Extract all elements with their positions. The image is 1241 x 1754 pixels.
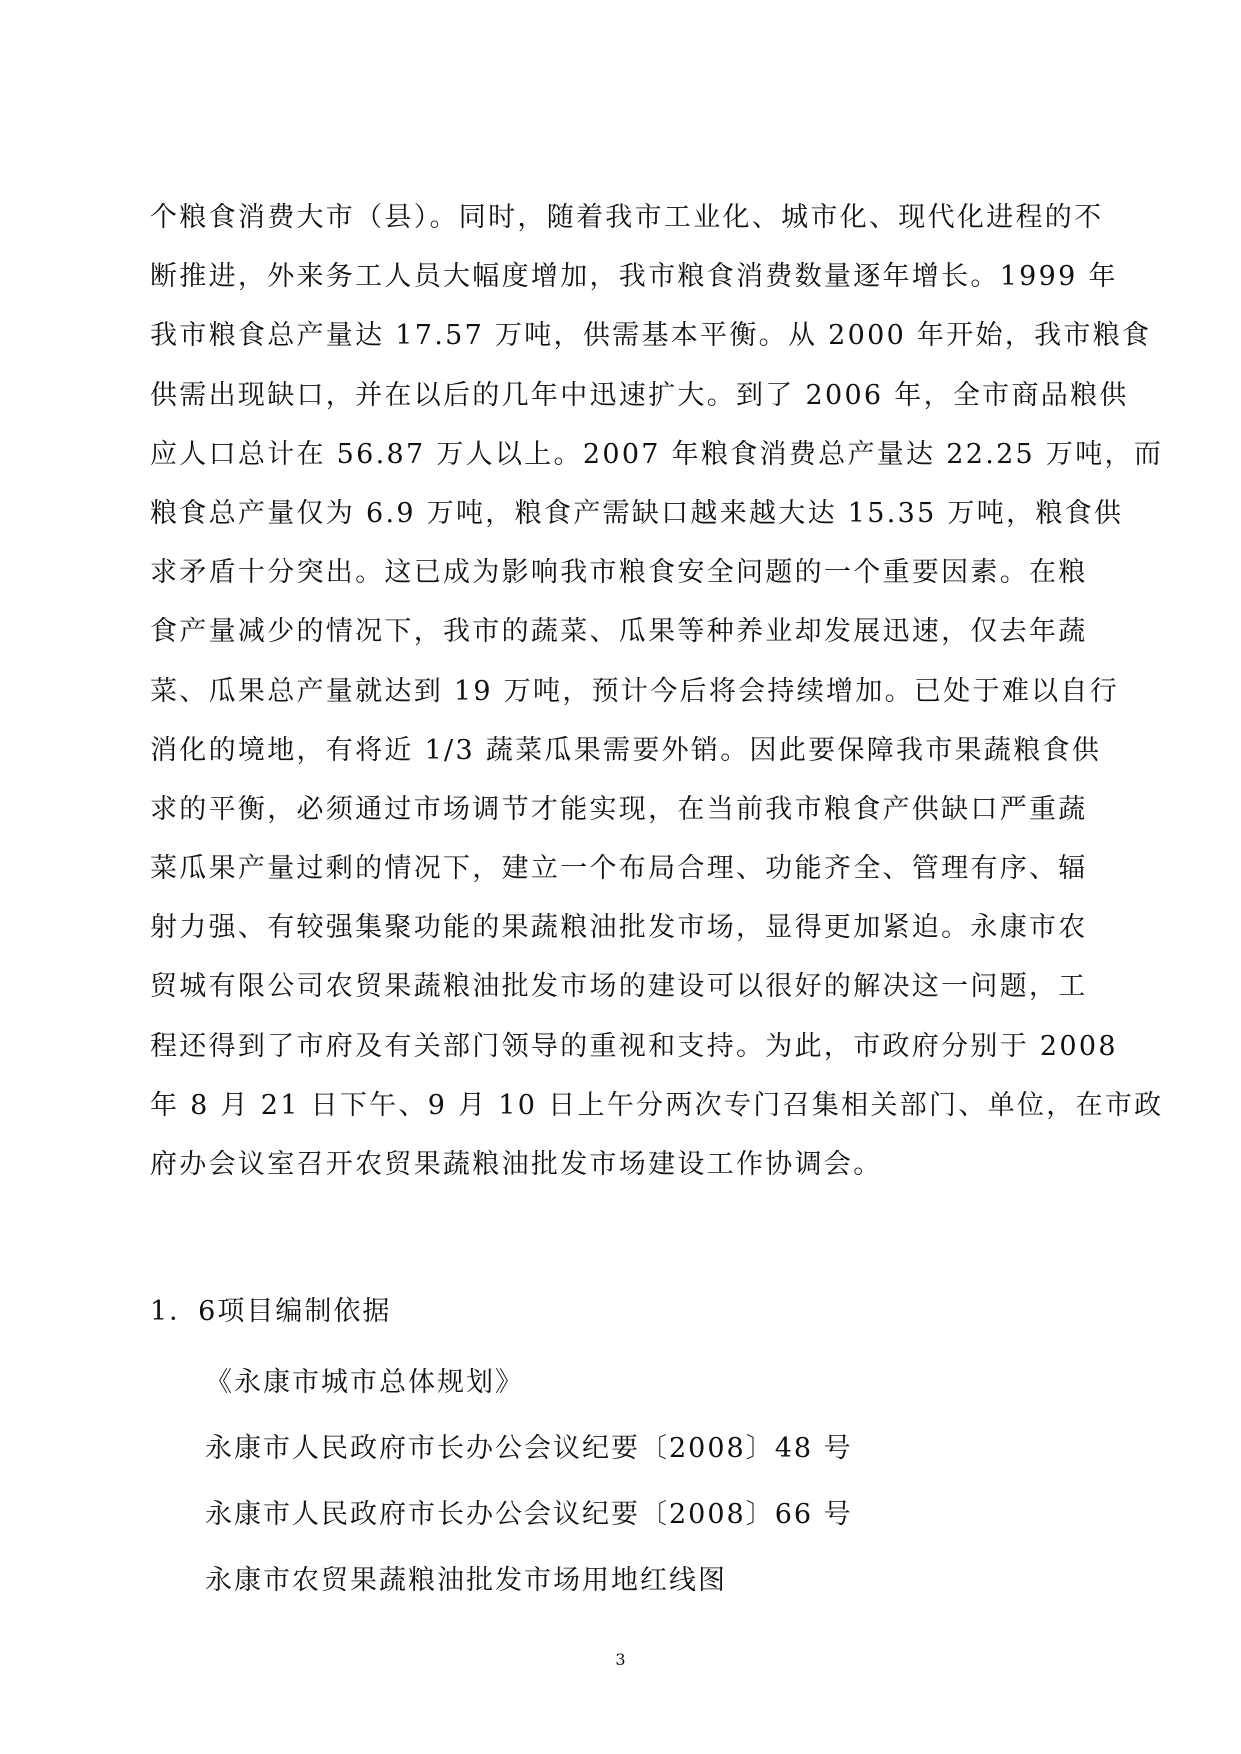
- paragraph-line: 食产量减少的情况下，我市的蔬菜、瓜果等种养业却发展迅速，仅去年蔬: [150, 616, 1088, 648]
- paragraph-line: 个粮食消费大市（县）。同时，随着我市工业化、城市化、现代化进程的不: [150, 202, 1104, 233]
- page-number: 3: [615, 1650, 626, 1669]
- paragraph-line: 府办会议室召开农贸果蔬粮油批发市场建设工作协调会。: [150, 1149, 883, 1180]
- paragraph-line: 供需出现缺口，并在以后的几年中迅速扩大。到了 2006 年，全市商品粮供: [150, 379, 1129, 411]
- paragraph-line: 年 8 月 21 日下午、9 月 10 日上午分两次专门召集相关部门、单位，在市政: [150, 1089, 1164, 1121]
- basis-list: [205, 1350, 1085, 1614]
- basis-item: 永康市农贸果蔬粮油批发市场用地红线图: [205, 1565, 727, 1596]
- paragraph-line: 粮食总产量仅为 6.9 万吨，粮食产需缺口越来越大达 15.35 万吨，粮食供: [150, 497, 1124, 529]
- basis-item: 永康市人民政府市长办公会议纪要〔2008〕48 号: [205, 1433, 853, 1464]
- paragraph-line: 贸城有限公司农贸果蔬粮油批发市场的建设可以很好的解决这一问题，工: [150, 971, 1088, 1003]
- paragraph-line: 我市粮食总产量达 17.57 万吨，供需基本平衡。从 2000 年开始，我市粮食: [150, 320, 1152, 352]
- paragraph-line: 菜、瓜果总产量就达到 19 万吨，预计今后将会持续增加。已处于难以自行: [150, 675, 1120, 707]
- paragraph-line: 断推进，外来务工人员大幅度增加，我市粮食消费数量逐年增长。1999 年: [150, 261, 1118, 293]
- basis-item: 永康市人民政府市长办公会议纪要〔2008〕66 号: [205, 1499, 853, 1530]
- paragraph-line: 应人口总计在 56.87 万人以上。2007 年粮食消费总产量达 22.25 万吨，而: [150, 438, 1164, 470]
- section-heading: 1．6项目编制依据: [150, 1296, 392, 1327]
- paragraph-line: 求的平衡，必须通过市场调节才能实现，在当前我市粮食产供缺口严重蔬: [150, 793, 1088, 825]
- paragraph-line: 菜瓜果产量过剩的情况下，建立一个布局合理、功能齐全、管理有序、辐: [150, 853, 1088, 885]
- paragraph-line: 程还得到了市府及有关部门领导的重视和支持。为此，市政府分别于 2008: [150, 1030, 1118, 1062]
- paragraph-line: 射力强、有较强集聚功能的果蔬粮油批发市场，显得更加紧迫。永康市农: [150, 912, 1088, 944]
- body-paragraph: [150, 188, 1164, 1194]
- paragraph-line: 求矛盾十分突出。这已成为影响我市粮食安全问题的一个重要因素。在粮: [150, 557, 1088, 589]
- paragraph-line: 消化的境地，有将近 1/3 蔬菜瓜果需要外销。因此要保障我市果蔬粮食供: [150, 734, 1102, 766]
- basis-item: 《永康市城市总体规划》: [205, 1367, 524, 1398]
